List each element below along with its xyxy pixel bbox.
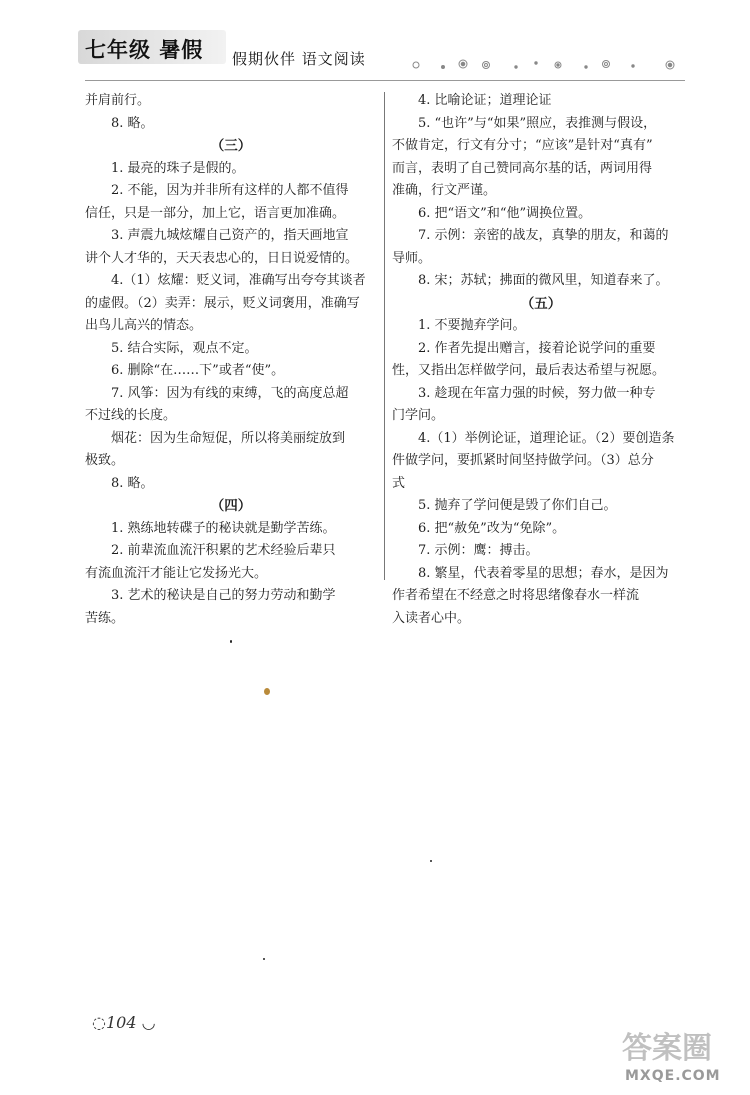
answer-line: 作者希望在不经意之时将思绪像春水一样流 <box>392 588 640 603</box>
answer-line: 导师。 <box>392 250 432 266</box>
answer-line: 6. 把“赦免”改为“免除”。 <box>418 520 566 536</box>
answer-line: 2. 不能，因为并非所有这样的人都不值得 <box>111 183 349 198</box>
column-divider <box>384 92 385 580</box>
answer-line: 不过线的长度。 <box>85 408 177 423</box>
answer-line: 2. 作者先提出赠言，接着论说学问的重要 <box>418 340 656 356</box>
answer-line: 苦练。 <box>85 610 125 626</box>
answer-line: 出鸟儿高兴的情态。 <box>85 318 203 333</box>
answer-line: 2. 前辈流血流汗积累的艺术经验后辈只 <box>111 543 336 558</box>
answer-line: 1. 最亮的珠子是假的。 <box>111 160 245 176</box>
page-number <box>92 1013 156 1032</box>
answer-line: 3. 艺术的秘诀是自己的努力劳动和勤学 <box>111 588 336 603</box>
answer-line: 8. 宋；苏轼；拂面的微风里，知道春来了。 <box>418 273 669 288</box>
paper-speck <box>230 640 232 643</box>
page-number-close-swirl: ◡ <box>136 1013 156 1032</box>
series-title: 假期伙伴 语文阅读 <box>232 50 366 68</box>
answer-line: 7. 示例：鹰：搏击。 <box>418 543 539 558</box>
answer-line: 入读者心中。 <box>392 610 471 626</box>
answer-line: 1. 熟练地转碟子的秘诀就是勤学苦练。 <box>111 520 336 536</box>
watermark-logo-text: 答案圈 <box>622 1031 712 1066</box>
page-number-open-swirl: ◌ <box>92 1013 106 1032</box>
answer-line: 信任，只是一部分，加上它，语言更加准确。 <box>85 205 346 221</box>
answer-line: 烟花：因为生命短促，所以将美丽绽放到 <box>111 430 346 446</box>
answer-line: 性，又指出怎样做学问，最后表达希望与祝愿。 <box>392 363 666 378</box>
answer-line: 1. 不要抛弃学问。 <box>418 318 526 333</box>
answer-line: 6. 删除“在……下”或者“使”。 <box>111 363 285 378</box>
answer-line: 3. 趁现在年富力强的时候，努力做一种专 <box>418 385 656 401</box>
answer-line: 极致。 <box>85 453 125 468</box>
paper-speck <box>430 860 432 862</box>
answer-line: 有流血流汗才能让它发扬光大。 <box>85 565 268 581</box>
page-header <box>0 0 750 90</box>
page-number-value: 104 <box>105 1013 137 1032</box>
answer-line: 8. 略。 <box>111 475 154 491</box>
answer-line: 并肩前行。 <box>85 93 151 108</box>
answer-line: 式 <box>392 475 406 491</box>
answer-line: 7. 风筝：因为有线的束缚，飞的高度总超 <box>111 385 349 401</box>
section-heading: （四） <box>210 498 252 514</box>
answer-line: 8. 略。 <box>111 115 154 131</box>
answer-line: 4. 比喻论证；道理论证 <box>418 93 552 108</box>
paper-speck <box>263 958 265 960</box>
answer-line: 不做肯定，行文有分寸；“应该”是针对“真有” <box>392 138 653 153</box>
answer-line: 8. 繁星，代表着零星的思想；春水，是因为 <box>418 565 669 581</box>
answer-line: 而言，表明了自己赞同高尔基的话，两词用得 <box>392 160 653 176</box>
header-rule <box>85 80 685 81</box>
answer-line: 6. 把“语文”和“他”调换位置。 <box>418 205 592 221</box>
answer-line: 的虚假。（2）卖弄：展示，贬义词褒用，准确写 <box>85 295 360 311</box>
header-swirl-decoration <box>408 55 683 75</box>
paper-speck <box>264 688 270 695</box>
answer-line: 4.（1）炫耀：贬义词，准确写出夸夸其谈者 <box>111 273 366 288</box>
answer-line: 5. 抛弃了学问便是毁了你们自己。 <box>418 498 617 513</box>
answer-line: 5. “也许”与“如果”照应，表推测与假设， <box>418 115 657 131</box>
watermark-url: MXQE.COM <box>625 1068 721 1084</box>
answer-line: 3. 声震九城炫耀自己资产的，指天画地宣 <box>111 228 349 243</box>
answer-line: 件做学问，要抓紧时间坚持做学问。（3）总分 <box>392 453 654 468</box>
grade-label: 七年级 暑假 <box>85 38 204 62</box>
section-heading: （三） <box>210 138 252 154</box>
answer-line: 讲个人才华的，天天表忠心的，日日说爱情的。 <box>85 250 359 266</box>
answer-line: 7. 示例：亲密的战友，真挚的朋友，和蔼的 <box>418 228 669 243</box>
answer-line: 5. 结合实际，观点不定。 <box>111 340 258 356</box>
section-heading: （五） <box>520 295 562 312</box>
answer-line: 准确，行文严谨。 <box>392 183 497 198</box>
answer-line: 门学问。 <box>392 408 445 423</box>
left-column <box>85 90 377 630</box>
answer-line: 4.（1）举例论证，道理论证。（2）要创造条 <box>418 430 675 446</box>
right-column <box>392 90 690 630</box>
